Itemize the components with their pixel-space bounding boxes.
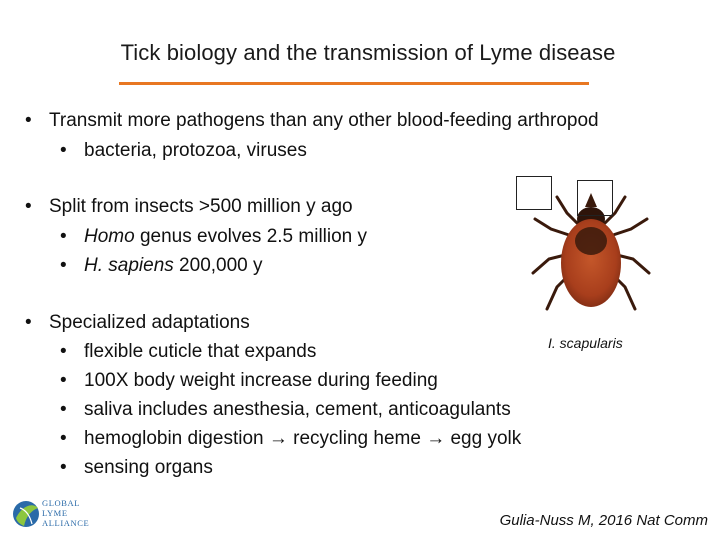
bullet-glyph: • <box>60 140 67 161</box>
sub-bullet-text: sensing organs <box>84 457 213 478</box>
citation: Gulia-Nuss M, 2016 Nat Comm <box>499 512 708 529</box>
sub-bullet-text: hemoglobin digestion <box>84 428 269 449</box>
bullet-glyph: • <box>25 312 32 333</box>
bullet-insect-split <box>25 196 353 218</box>
sub-bullet-h-sapiens <box>60 255 263 277</box>
bullet-text: Specialized adaptations <box>49 312 250 333</box>
bullet-pathogens <box>25 110 599 132</box>
sub-bullet-text: 200,000 y <box>173 255 263 276</box>
sub-bullet-text: saliva includes anesthesia, cement, anticoagulants <box>84 399 511 420</box>
sub-bullet-pathogen-types <box>60 140 307 162</box>
bullet-text: Transmit more pathogens than any other blood-feeding arthropod <box>49 110 599 131</box>
italic-term: H. sapiens <box>84 255 174 276</box>
logo-line: GLOBAL <box>42 498 81 508</box>
logo-line: ALLIANCE <box>42 518 90 528</box>
highlight-box-sensing-organ <box>577 180 613 216</box>
bullet-glyph: • <box>60 341 67 362</box>
logo-wordmark <box>42 498 89 528</box>
logo-line: LYME <box>42 508 68 518</box>
sub-bullet-text: flexible cuticle that expands <box>84 341 317 362</box>
sub-bullet-cuticle <box>60 341 316 363</box>
sub-bullet-text: bacteria, protozoa, viruses <box>84 140 307 161</box>
bullet-glyph: • <box>60 457 67 478</box>
sub-bullet-text: genus evolves 2.5 million y <box>134 226 368 247</box>
bullet-text: Split from insects >500 million y ago <box>49 196 353 217</box>
sub-bullet-saliva <box>60 399 511 421</box>
arrow-icon: → <box>268 428 288 449</box>
bullet-glyph: • <box>60 428 67 449</box>
italic-term: Homo <box>84 226 135 247</box>
sub-bullet-text: 100X body weight increase during feeding <box>84 370 438 391</box>
title-underline <box>119 82 589 85</box>
bullet-glyph: • <box>60 399 67 420</box>
arrow-icon: → <box>426 428 446 449</box>
figure-caption: I. scapularis <box>548 335 623 351</box>
sub-bullet-text: egg yolk <box>445 428 522 449</box>
sub-bullet-hemoglobin <box>60 428 521 450</box>
sub-bullet-text: recycling heme <box>287 428 427 449</box>
sub-bullet-body-weight <box>60 370 438 392</box>
slide-title: Tick biology and the transmission of Lyme disease <box>120 40 616 65</box>
bullet-glyph: • <box>25 196 32 217</box>
bullet-glyph: • <box>60 370 67 391</box>
bullet-adaptations <box>25 312 250 334</box>
bullet-glyph: • <box>60 255 67 276</box>
bullet-glyph: • <box>25 110 32 131</box>
highlight-box-mouthparts <box>516 176 552 210</box>
bullet-glyph: • <box>60 226 67 247</box>
sub-bullet-sensing <box>60 457 213 479</box>
sub-bullet-homo-genus <box>60 226 367 248</box>
